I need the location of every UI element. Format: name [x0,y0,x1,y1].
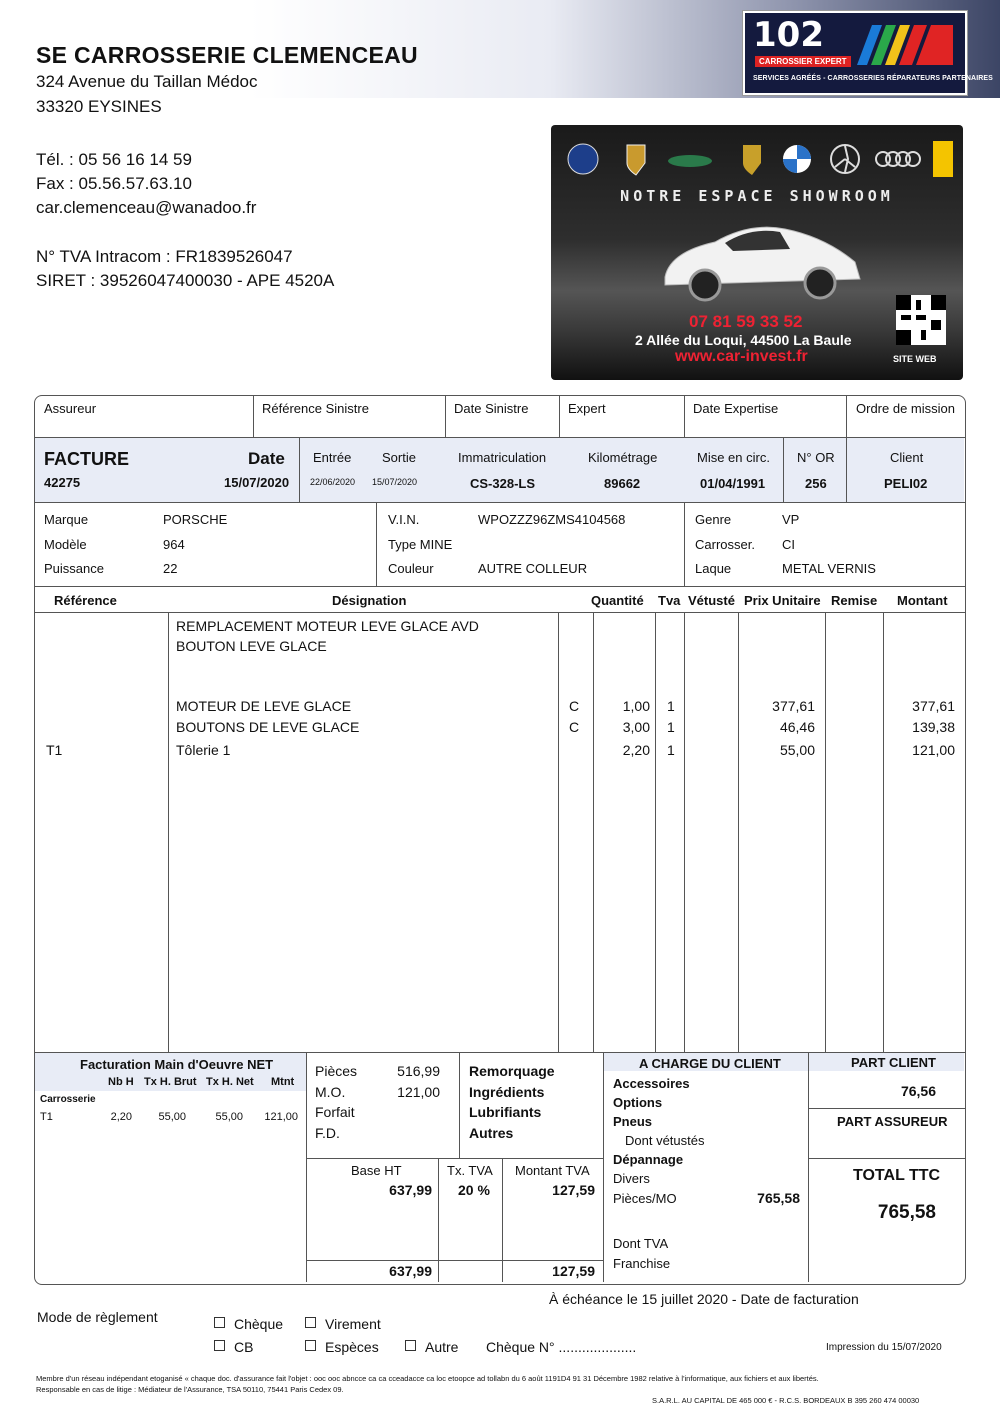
mo-value: 121,00 [397,1084,440,1100]
carrosser-value: CI [782,537,795,552]
col-divider [593,612,594,1052]
row-divider [809,1108,965,1109]
logo-badge: CARROSSIER EXPERT [755,56,851,67]
mo-row-nbh: 2,20 [110,1111,132,1123]
car-icon [655,207,865,307]
or-value: 256 [805,476,827,491]
payment-cb-label: CB [234,1339,254,1355]
assureur-label: Assureur [44,401,97,416]
col-header-vetuste: Vétusté [688,593,735,608]
company-name: SE CARROSSERIE CLEMENCEAU [36,42,418,68]
lubrifiants-label: Lubrifiants [469,1104,542,1120]
forfait-label: Forfait [315,1104,355,1120]
col-divider [459,1052,460,1158]
row-designation: Tôlerie 1 [176,742,231,758]
modele-value: 964 [163,537,185,552]
checkbox-icon[interactable] [214,1317,225,1328]
col-divider [825,612,826,1052]
company-email: car.clemenceau@wanadoo.fr [36,198,257,217]
marque-label: Marque [44,512,89,527]
showroom-address: 2 Allée du Loqui, 44500 La Baule [635,332,852,348]
dont-tva-label: Dont TVA [613,1236,669,1251]
col-divider [738,612,739,1052]
row-code: C [569,719,580,735]
invoice-number: 42275 [44,475,81,490]
row-quantity: 1,00 [622,698,650,714]
col-header-prix-unitaire: Prix Unitaire [744,593,821,608]
company-tva: N° TVA Intracom : FR1839526047 [36,247,293,266]
pieces-mo-value: 765,58 [757,1190,800,1206]
table-title-line1: REMPLACEMENT MOTEUR LEVE GLACE AVD [176,618,479,634]
col-divider [376,502,377,586]
mo-col-nbh: Nb H [108,1076,134,1088]
payment-especes-label: Espèces [325,1339,379,1355]
col-divider [253,395,254,437]
echeance-text: À échéance le 15 juillet 2020 - Date de facturation [549,1291,859,1307]
col-divider [299,437,300,502]
row-tva: 1 [667,719,675,735]
col-header-quantite: Quantité [591,593,644,608]
charge-title: A CHARGE DU CLIENT [639,1056,781,1071]
modele-label: Modèle [44,537,87,552]
ref-sinistre-label: Référence Sinistre [262,401,369,416]
pieces-label: Pièces [315,1063,358,1079]
row-amount: 377,61 [912,698,955,714]
row-tva: 1 [667,698,675,714]
total-ttc-value: 765,58 [877,1202,936,1223]
montant-tva-label: Montant TVA [515,1163,590,1178]
ingredients-label: Ingrédients [469,1084,545,1100]
row-code: C [569,698,580,714]
col-divider [846,437,847,502]
mo-row-brut: 55,00 [158,1111,186,1123]
dont-vetustes-label: Dont vétustés [625,1133,705,1148]
remorquage-label: Remorquage [469,1063,555,1079]
part-client-value: 76,56 [900,1083,936,1099]
car-brand-logos-icon [565,139,955,179]
showroom-title: NOTRE ESPACE SHOWROOM [620,187,894,205]
fd-label: F.D. [315,1125,340,1141]
legal-line3: S.A.R.L. AU CAPITAL DE 465 000 € - R.C.S. BORDEAUX B 395 260 474 00030 [652,1396,920,1405]
invoice-frame [34,395,966,1285]
mo-row-mtnt: 121,00 [264,1111,298,1123]
row-unit-price: 377,61 [772,698,815,714]
row-designation: MOTEUR DE LEVE GLACE [176,698,352,714]
laque-label: Laque [695,561,732,576]
montant-tva-value: 127,59 [552,1182,595,1198]
pieces-value: 516,99 [397,1063,440,1079]
couleur-value: AUTRE COLLEUR [478,561,588,576]
carrossier-expert-logo [743,11,993,95]
franchise-label: Franchise [613,1256,671,1271]
type-mine-label: Type MINE [388,537,453,552]
company-address-line2: 33320 EYSINES [36,97,162,116]
couleur-label: Couleur [388,561,434,576]
company-address-line1: 324 Avenue du Taillan Médoc [36,72,258,91]
montant-tva-total: 127,59 [552,1263,595,1279]
col-header-designation: Désignation [332,593,407,608]
mo-row-net: 55,00 [215,1111,243,1123]
payment-cheque-label: Chèque [234,1316,284,1332]
col-header-remise: Remise [831,593,878,608]
row-quantity: 2,20 [622,742,650,758]
km-value: 89662 [604,476,641,491]
vin-value: WPOZZZ96ZMS4104568 [478,512,626,527]
puissance-value: 22 [163,561,178,576]
mode-reglement-label: Mode de règlement [37,1309,158,1325]
showroom-ad [551,125,963,380]
expert-label: Expert [568,401,606,416]
pieces-mo-label: Pièces/MO [613,1191,677,1206]
payment-virement-label: Virement [325,1316,381,1332]
client-label: Client [890,450,924,465]
sortie-date: 15/07/2020 [372,477,418,487]
col-divider [808,1052,809,1282]
puissance-label: Puissance [44,561,104,576]
entree-label: Entrée [313,450,352,465]
payment-autre-option[interactable] [405,1339,458,1355]
row-divider [809,1158,965,1159]
genre-value: VP [782,512,800,527]
row-tva: 1 [667,742,675,758]
date-expertise-label: Date Expertise [693,401,779,416]
checkbox-icon[interactable] [405,1340,416,1351]
invoice-date: 15/07/2020 [224,475,290,490]
payment-cb-option[interactable] [214,1339,253,1355]
carrosser-label: Carrosser. [695,537,755,552]
km-label: Kilométrage [588,450,658,465]
col-header-reference: Référence [54,593,117,608]
genre-label: Genre [695,512,732,527]
col-divider [684,612,685,1052]
row-divider [34,586,965,587]
row-unit-price: 55,00 [779,742,815,758]
immat-label: Immatriculation [458,450,547,465]
total-ttc-label: TOTAL TTC [853,1167,941,1184]
base-ht-label: Base HT [351,1163,402,1178]
legal-line1: Membre d'un réseau indépendant etoganisé « chaque doc. d'assurance fait l'objet : ooc ooc abncce ca ca cceadacce ca loc etoopce ad tollabn du 6 août 1191D4 91 31 Décembre 1982 relative à l'informatique, aux fichiers et aux libertés. [36,1374,819,1383]
ordre-mission-label: Ordre de mission [856,401,955,416]
client-value: PELI02 [884,476,928,491]
company-siret: SIRET : 39526047400030 - APE 4520A [36,271,335,290]
payment-especes-option[interactable] [305,1339,379,1355]
col-divider [783,437,784,502]
logo-number: 102 [753,15,824,55]
entree-date: 22/06/2020 [310,477,356,487]
laque-value: METAL VERNIS [782,561,876,576]
col-divider [438,1158,439,1282]
base-ht-total: 637,99 [389,1263,432,1279]
col-divider [684,502,685,586]
invoice-header-strip [35,438,964,502]
mo-col-net: Tx H. Net [206,1076,254,1088]
col-divider [846,395,847,437]
row-amount: 139,38 [912,719,955,735]
col-header-montant: Montant [897,593,948,608]
or-label: N° OR [797,450,835,465]
col-divider [168,612,169,1052]
mo-label: M.O. [315,1084,346,1100]
row-unit-price: 46,46 [779,719,815,735]
row-reference: T1 [46,742,63,758]
checkbox-icon[interactable] [214,1340,225,1351]
base-ht-value: 637,99 [389,1182,432,1198]
mo-title: Facturation Main d'Oeuvre NET [80,1057,274,1072]
col-divider [883,612,884,1052]
part-client-label: PART CLIENT [851,1055,936,1070]
checkbox-icon[interactable] [305,1317,316,1328]
showroom-phone: 07 81 59 33 52 [689,312,803,331]
mo-section: Carrosserie [40,1094,96,1105]
logo-stripes-icon [857,25,957,65]
col-divider [502,1158,503,1282]
showroom-website: www.car-invest.fr [675,348,808,365]
payment-cheque-option[interactable] [214,1316,283,1332]
autres-label: Autres [469,1125,514,1141]
invoice-date-label: Date [248,449,285,468]
payment-virement-option[interactable] [305,1316,381,1332]
sortie-label: Sortie [382,450,416,465]
accessoires-label: Accessoires [613,1076,690,1091]
pneus-label: Pneus [613,1114,653,1129]
options-label: Options [613,1095,663,1110]
mo-col-brut: Tx H. Brut [144,1076,197,1088]
col-divider [558,612,559,1052]
mise-circ-label: Mise en circ. [697,450,770,465]
divers-label: Divers [613,1171,650,1186]
impression-date: Impression du 15/07/2020 [826,1342,942,1353]
qr-code-icon [896,295,946,345]
company-phone: Tél. : 05 56 16 14 59 [36,150,192,169]
vin-label: V.I.N. [388,512,420,527]
invoice-label: FACTURE [44,449,129,469]
depannage-label: Dépannage [613,1152,684,1167]
row-divider [306,1158,603,1159]
col-header-tva: Tva [658,593,681,608]
cheque-number-field[interactable]: Chèque N° .................... [486,1339,637,1355]
row-amount: 121,00 [912,742,955,758]
col-divider [655,612,656,1052]
marque-value: PORSCHE [163,512,228,527]
logo-tagline: SERVICES AGRÉÉS - CARROSSERIES RÉPARATEURS PARTENAIRES [753,75,993,82]
row-designation: BOUTONS DE LEVE GLACE [176,719,360,735]
row-divider [306,1260,603,1261]
col-divider [306,1052,307,1282]
mo-row-code: T1 [40,1111,53,1123]
showroom-site-label: SITE WEB [893,354,937,364]
legal-line2: Responsable en cas de litige : Médiateur de l'Assurance, TSA 50110, 75441 Paris Cedex 09. [36,1385,344,1394]
date-sinistre-label: Date Sinistre [454,401,529,416]
tx-tva-label: Tx. TVA [447,1163,493,1178]
mise-circ-value: 01/04/1991 [700,476,766,491]
row-quantity: 3,00 [622,719,650,735]
mo-col-mtnt: Mtnt [271,1076,295,1088]
table-title-line2: BOUTON LEVE GLACE [176,638,327,654]
company-fax: Fax : 05.56.57.63.10 [36,174,192,193]
part-assureur-label: PART ASSUREUR [837,1114,948,1129]
row-divider [34,502,965,503]
checkbox-icon[interactable] [305,1340,316,1351]
tx-tva-value: 20 % [458,1182,490,1198]
immat-value: CS-328-LS [470,476,536,491]
col-divider [603,1052,604,1282]
payment-autre-label: Autre [425,1339,459,1355]
